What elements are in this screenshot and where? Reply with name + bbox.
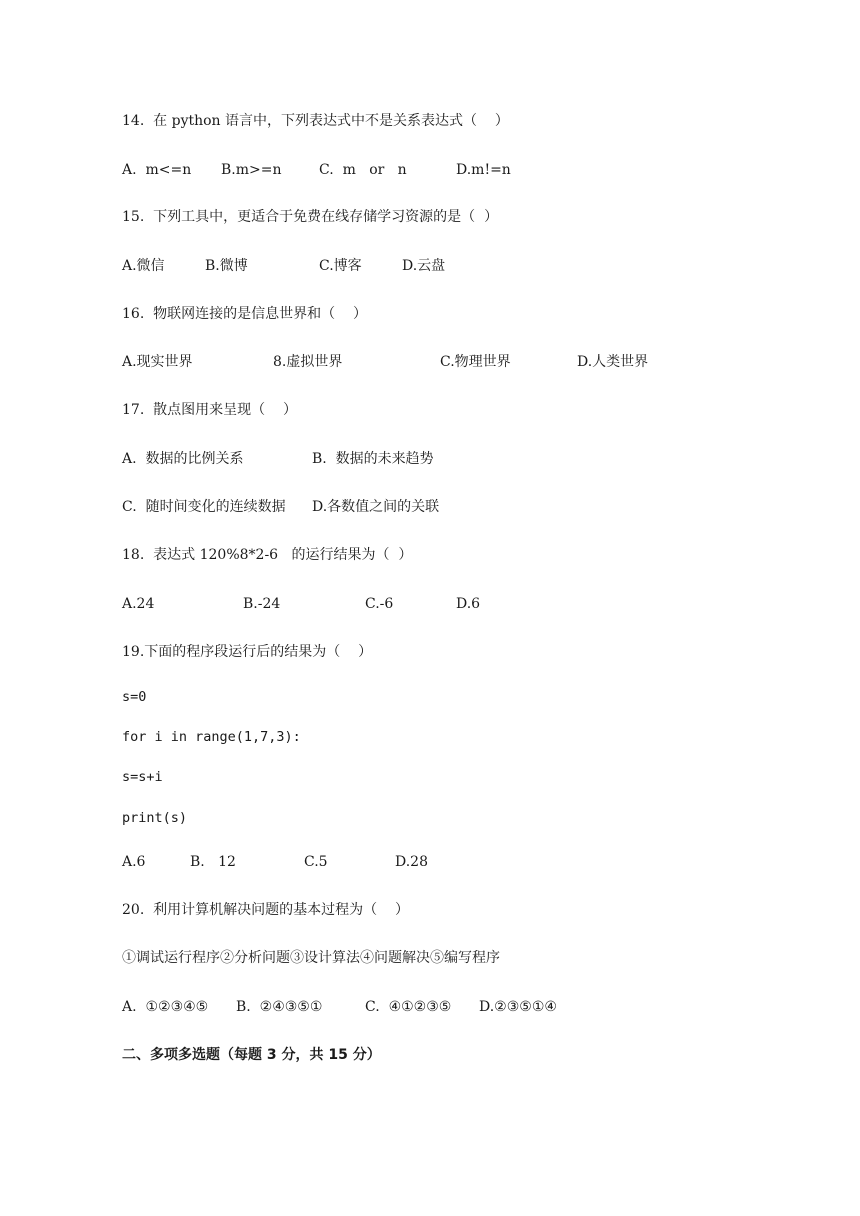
question-17-option-d: D.各数值之间的关联 [312, 499, 440, 515]
question-16-option-a: A.现实世界 [122, 354, 193, 370]
question-14-option-a: A. m<=n [122, 162, 192, 178]
question-20-stem: 20. 利用计算机解决问题的基本过程为（ ） [122, 902, 409, 918]
question-19-stem: 19.下面的程序段运行后的结果为（ ） [122, 644, 373, 660]
question-20-option-c: C. ④①②③⑤ [365, 999, 452, 1015]
section-heading: 二、多项多选题（每题 3 分，共 15 分） [122, 1047, 381, 1063]
question-16-option-b: 8.虚拟世界 [273, 354, 343, 370]
question-15-stem: 15. 下列工具中，更适合于免费在线存储学习资源的是（ ） [122, 209, 499, 225]
question-15-option-a: A.微信 [122, 258, 165, 274]
question-16-option-d: D.人类世界 [577, 354, 649, 370]
question-19-option-b: B. 12 [190, 854, 236, 870]
question-17-option-c: C. 随时间变化的连续数据 [122, 499, 286, 515]
question-17-option-a: A. 数据的比例关系 [122, 451, 244, 467]
question-17-option-b: B. 数据的未来趋势 [312, 451, 434, 467]
code-line-3: s=s+i [122, 769, 163, 785]
question-20-option-d: D.②③⑤①④ [479, 999, 557, 1015]
question-20-steps: ①调试运行程序②分析问题③设计算法④问题解决⑤编写程序 [122, 950, 500, 966]
question-15-option-b: B.微博 [205, 258, 248, 274]
question-19-option-a: A.6 [122, 854, 146, 870]
question-16-stem: 16. 物联网连接的是信息世界和（ ） [122, 306, 367, 322]
code-line-2: for i in range(1,7,3): [122, 729, 301, 745]
question-18-option-b: B.-24 [243, 596, 281, 612]
question-15-option-c: C.博客 [319, 258, 362, 274]
question-14-option-c: C. m or n [319, 162, 407, 178]
question-18-option-a: A.24 [122, 596, 155, 612]
question-15-option-d: D.云盘 [402, 258, 446, 274]
question-18-option-d: D.6 [456, 596, 481, 612]
question-14-option-d: D.m!=n [456, 162, 511, 178]
question-19-option-c: C.5 [304, 854, 328, 870]
question-14-option-b: B.m>=n [221, 162, 282, 178]
code-line-4: print(s) [122, 810, 188, 826]
question-17-stem: 17. 散点图用来呈现（ ） [122, 402, 297, 418]
question-16-option-c: C.物理世界 [440, 354, 511, 370]
question-20-option-b: B. ②④③⑤① [236, 999, 323, 1015]
question-19-option-d: D.28 [395, 854, 428, 870]
question-14-stem: 14. 在 python 语言中，下列表达式中不是关系表达式（ ） [122, 113, 509, 129]
question-18-stem: 18. 表达式 120%8*2-6 的运行结果为（ ） [122, 547, 413, 563]
question-18-option-c: C.-6 [365, 596, 394, 612]
code-line-1: s=0 [122, 689, 147, 705]
question-20-option-a: A. ①②③④⑤ [122, 999, 209, 1015]
